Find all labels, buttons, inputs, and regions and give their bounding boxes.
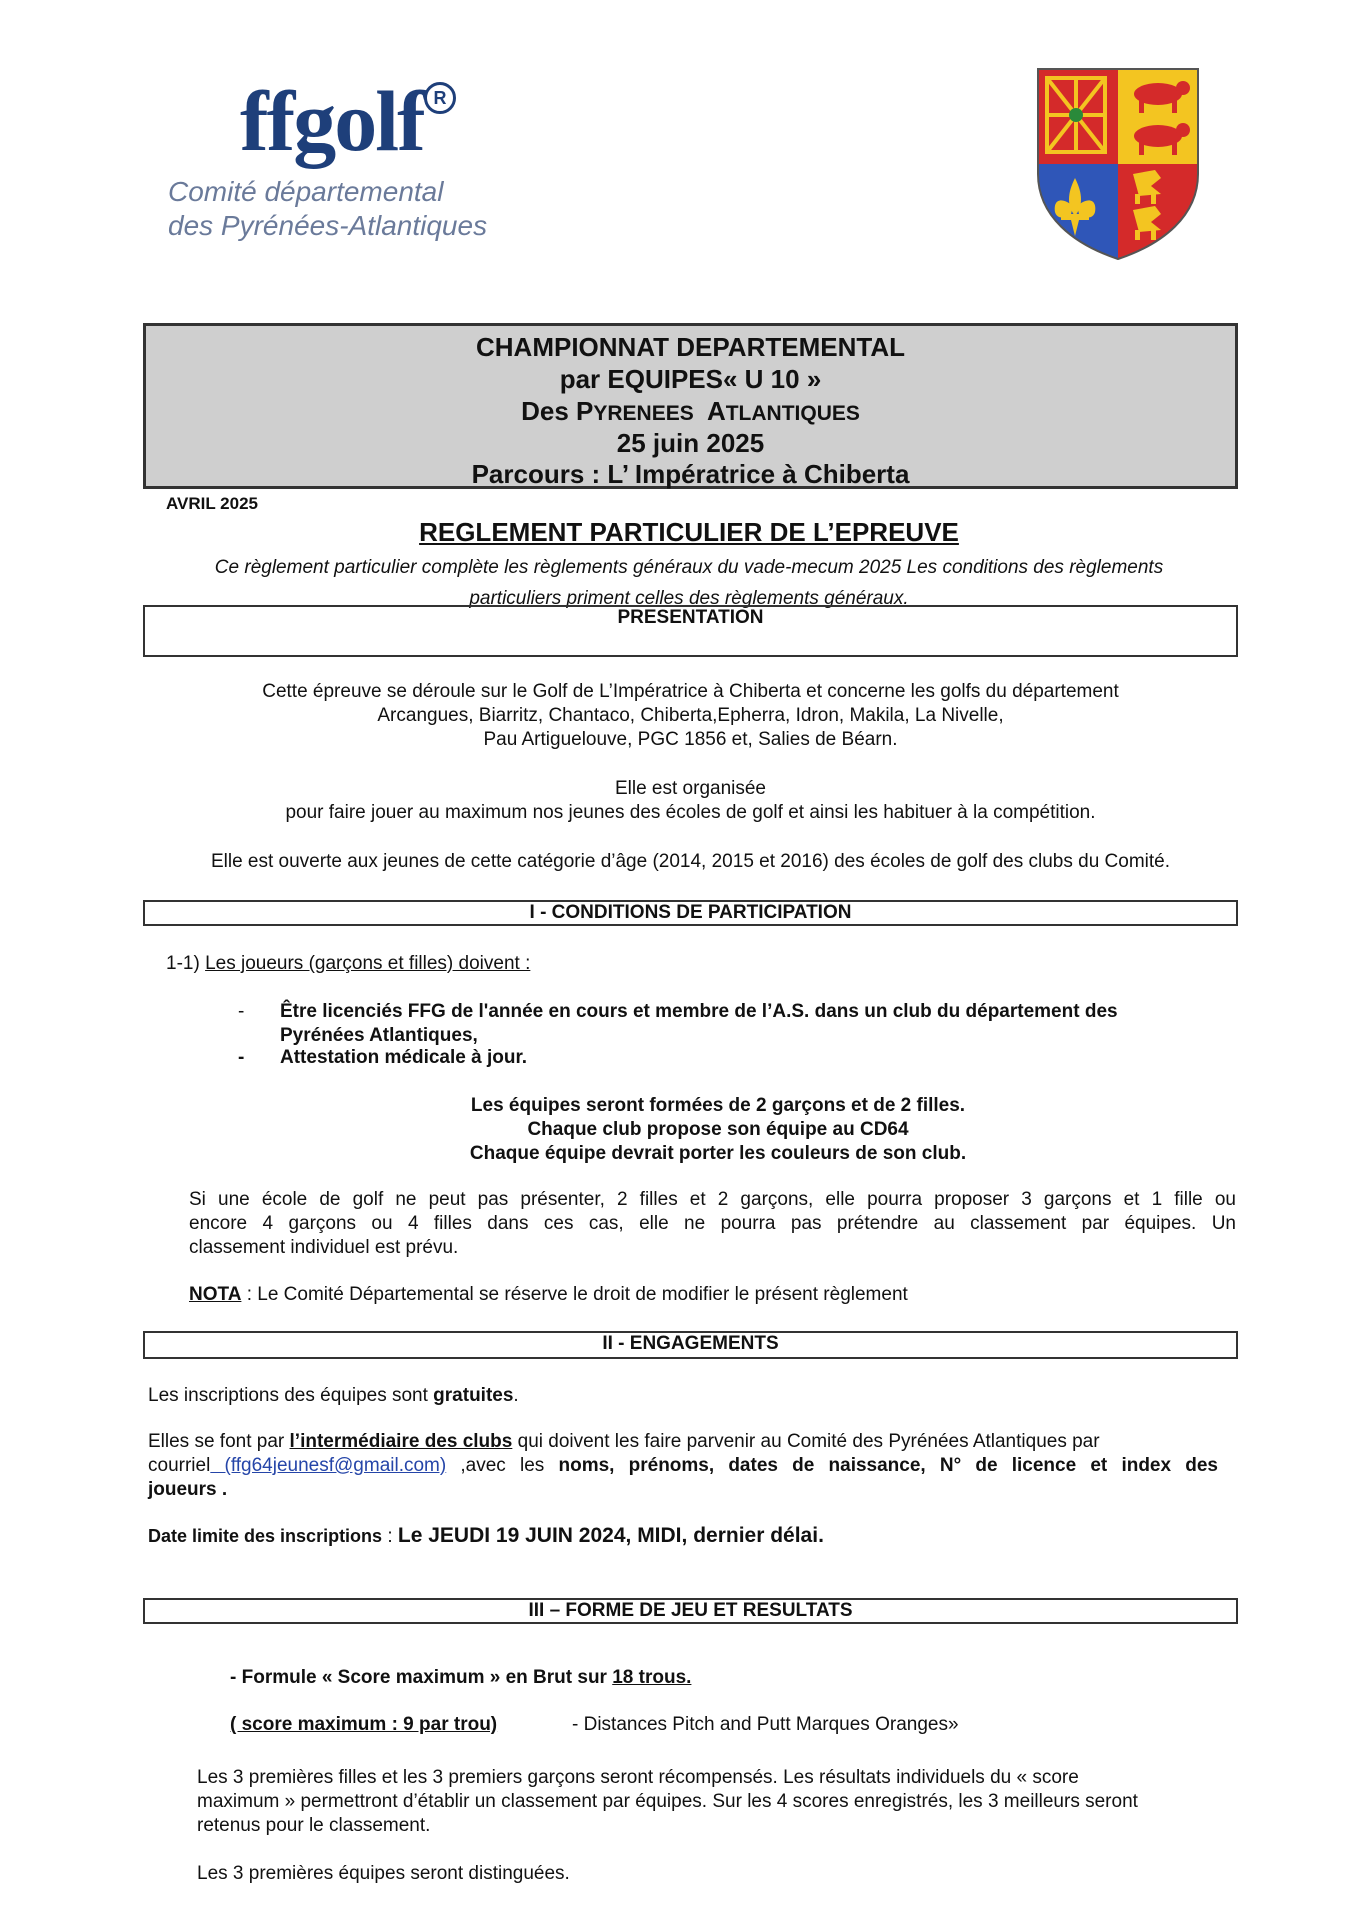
requirement-licence-line-2: Pyrénées Atlantiques, — [280, 1025, 478, 1046]
banner-line-3 — [146, 396, 1235, 429]
deadline-value: Le JEUDI 19 JUIN 2024, MIDI, dernier délai. — [397, 1524, 824, 1547]
rule-1-1-number: 1-1) — [166, 953, 206, 974]
process-text-e: ,avec les — [446, 1455, 559, 1476]
banner-line-1: CHAMPIONNAT DEPARTEMENTAL — [476, 332, 905, 362]
logo-subtitle-2: des Pyrénées-Atlantiques — [168, 210, 488, 241]
banner-line-3a: Des P — [521, 396, 594, 426]
nota-label: NOTA — [189, 1284, 242, 1305]
section-1-heading-text: I - CONDITIONS DE PARTICIPATION — [529, 902, 852, 923]
process-line-1 — [148, 1430, 1218, 1454]
registration-deadline — [148, 1524, 824, 1548]
presentation-heading-text: PRESENTATION — [617, 607, 764, 628]
banner-date: 25 juin 2025 — [616, 428, 765, 458]
nota-paragraph — [189, 1283, 908, 1307]
format-holes: 18 trous. — [612, 1667, 692, 1688]
section-2-heading-text: II - ENGAGEMENTS — [602, 1333, 779, 1354]
presentation-p1-line-2: Arcangues, Biarritz, Chantaco, Chiberta,Epherra, Idron, Makila, La Nivelle, — [377, 705, 1004, 726]
process-clubs: l’intermédiaire des clubs — [289, 1431, 513, 1452]
team-line-3: Chaque équipe devrait porter les couleurs de son club. — [469, 1143, 967, 1164]
requirement-medical: Attestation médicale à jour. — [280, 1047, 528, 1068]
nota-text: : Le Comité Départemental se réserve le droit de modifier le présent règlement — [241, 1284, 908, 1305]
registration-process — [148, 1430, 1218, 1502]
banner-line-3d: TLANTIQUES — [725, 402, 860, 425]
title-banner — [143, 323, 1238, 489]
fee-text-c: . — [513, 1385, 519, 1406]
bullet-dash-1: - — [238, 1001, 245, 1022]
registration-fee — [148, 1384, 519, 1408]
banner-line-2: par EQUIPES« U 10 » — [559, 364, 822, 394]
format-text: - Formule « Score maximum » en Brut sur — [230, 1667, 613, 1688]
presentation-p2-line-2: pour faire jouer au maximum nos jeunes des écoles de golf et ainsi les habituer à la compétition. — [285, 802, 1096, 823]
results-paragraph — [197, 1766, 1247, 1838]
process-text-c: qui doivent les faire parvenir au Comité des Pyrénées Atlantiques par — [512, 1431, 1100, 1452]
email-link[interactable]: (ffg64jeunesf@gmail.com) — [210, 1455, 447, 1476]
deadline-separator: : — [382, 1526, 398, 1547]
process-line-2 — [148, 1454, 1218, 1478]
intro-line-1: Ce règlement particulier complète les règlements généraux du vade-mecum 2025 Les conditions des règlements — [214, 557, 1164, 578]
registered-mark: R — [424, 82, 456, 114]
deadline-label: Date limite des inscriptions — [148, 1526, 383, 1546]
results-line-2: maximum » permettront d’établir un classement par équipes. Sur les 4 scores enregistrés, les 3 meilleurs seront — [197, 1791, 1138, 1812]
section-3-heading — [143, 1598, 1238, 1624]
rule-1-1-label: Les joueurs (garçons et filles) doivent : — [205, 953, 531, 974]
process-courriel: courriel — [148, 1455, 211, 1476]
coat-of-arms-icon — [1033, 66, 1203, 262]
distances: - Distances Pitch and Putt Marques Oranges» — [572, 1714, 959, 1735]
exception-line-1: Si une école de golf ne peut pas présenter, 2 filles et 2 garçons, elle pourra proposer 3 garçons et 1 fille ou — [189, 1189, 1236, 1210]
team-exception-paragraph — [189, 1188, 1236, 1260]
process-text-a: Elles se font par — [148, 1431, 290, 1452]
section-2-heading — [143, 1331, 1238, 1359]
exception-line-2: encore 4 garçons ou 4 filles dans ces cas, elle ne pourra pas prétendre au classement par équipes. Un — [189, 1213, 1236, 1234]
team-line-2: Chaque club propose son équipe au CD64 — [527, 1119, 909, 1140]
process-required-fields: noms, prénoms, dates de naissance, N° de licence et index des — [558, 1455, 1218, 1476]
fee-text-a: Les inscriptions des équipes sont — [148, 1385, 434, 1406]
logo-subtitle-1: Comité départemental — [168, 176, 444, 207]
section-3-heading-text: III – FORME DE JEU ET RESULTATS — [528, 1600, 853, 1621]
presentation-paragraph-1 — [143, 680, 1238, 752]
presentation-p1-line-3: Pau Artiguelouve, PGC 1856 et, Salies de Béarn. — [483, 729, 898, 750]
exception-line-3: classement individuel est prévu. — [189, 1237, 459, 1258]
format-line — [230, 1666, 691, 1690]
intro-line-2: particuliers priment celles des règlements généraux. — [469, 588, 909, 609]
section-presentation-heading — [143, 605, 1238, 657]
banner-line-3b: YRENEES — [593, 402, 694, 425]
rule-1-1 — [166, 952, 530, 976]
page-title: REGLEMENT PARTICULIER DE L’EPREUVE — [419, 517, 959, 547]
banner-course: Parcours : L’ Impératrice à Chiberta — [471, 459, 910, 489]
results-line-1: Les 3 premières filles et les 3 premiers garçons seront récompensés. Les résultats individuels du « score — [197, 1767, 1079, 1788]
team-composition — [143, 1094, 1293, 1166]
presentation-p2-line-1: Elle est organisée — [614, 778, 767, 799]
document-date: AVRIL 2025 — [166, 494, 258, 513]
presentation-paragraph-3: Elle est ouverte aux jeunes de cette catégorie d’âge (2014, 2015 et 2016) des écoles de golf des clubs du Comité. — [210, 851, 1171, 872]
section-1-heading — [143, 900, 1238, 926]
requirement-licence-line-1: Être licenciés FFG de l'année en cours et membre de l’A.S. dans un club du département des — [280, 1001, 1118, 1022]
presentation-paragraph-2 — [143, 777, 1238, 825]
requirement-licence — [280, 1000, 1118, 1048]
results-line-3: retenus pour le classement. — [197, 1815, 431, 1836]
presentation-p1-line-1: Cette épreuve se déroule sur le Golf de L’Impératrice à Chiberta et concerne les golfs du département — [262, 681, 1119, 702]
ffgolf-logo: ffgolf — [240, 73, 424, 169]
max-score: ( score maximum : 9 par trou) — [230, 1714, 498, 1735]
teams-distinguished: Les 3 premières équipes seront distinguées. — [197, 1863, 570, 1884]
team-line-1: Les équipes seront formées de 2 garçons et de 2 filles. — [470, 1095, 966, 1116]
process-line-3: joueurs . — [148, 1479, 228, 1500]
bullet-dash-2: - — [238, 1047, 245, 1068]
banner-line-3c: A — [706, 396, 726, 426]
fee-free: gratuites — [433, 1385, 514, 1406]
